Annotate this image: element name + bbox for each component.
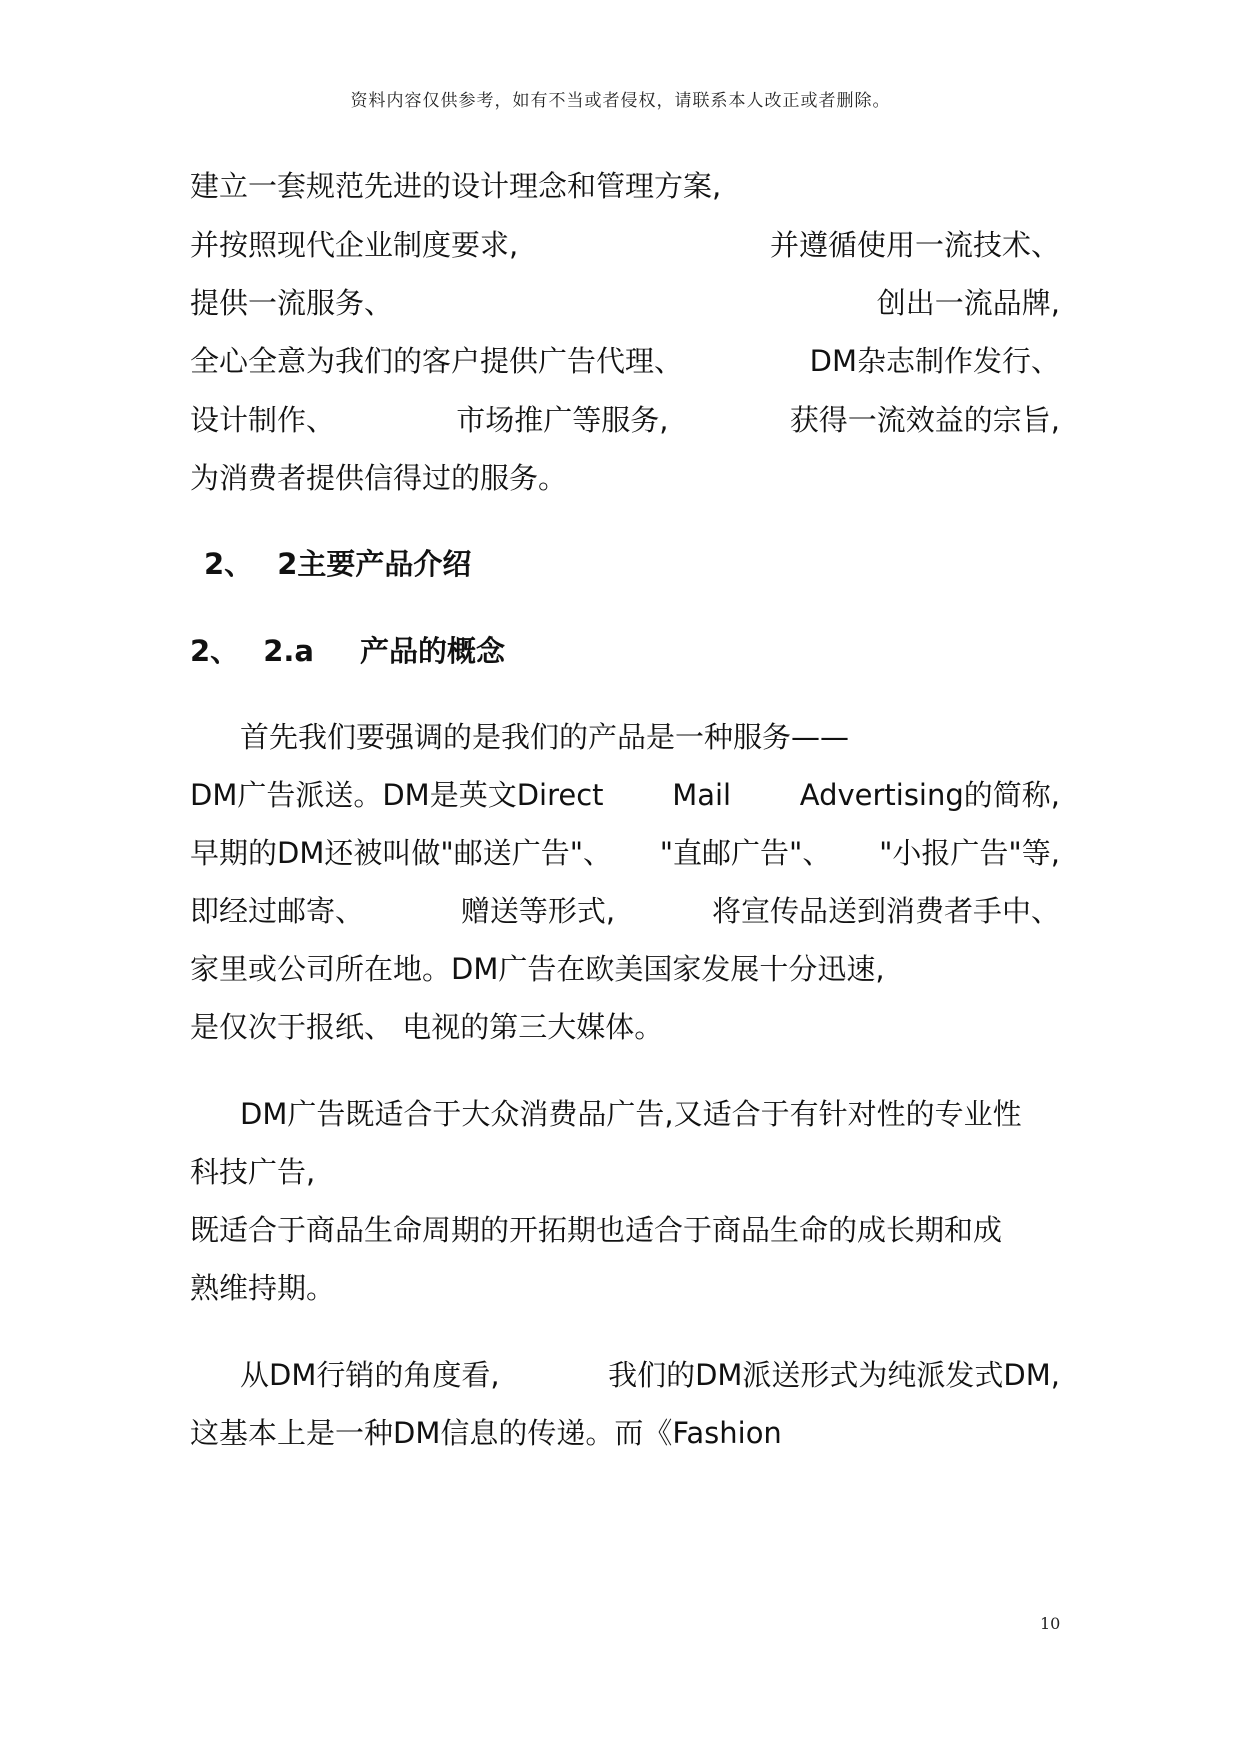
text-segment: Mail — [672, 778, 732, 812]
heading-number: 2、 — [190, 634, 240, 668]
body-line: 为消费者提供信得过的服务。 — [190, 461, 568, 495]
text-segment: 市场推广等服务, — [456, 403, 669, 437]
text-segment: 创出一流品牌, — [876, 286, 1060, 320]
text-segment: 早期的DM还被叫做"邮送广告"、 — [190, 836, 613, 870]
body-line: 熟维持期。 — [190, 1271, 336, 1305]
text-segment: 并遵循使用一流技术、 — [769, 228, 1060, 262]
body-line: DM广告既适合于大众消费品广告,又适合于有针对性的专业性 — [240, 1097, 1022, 1131]
body-line: 建立一套规范先进的设计理念和管理方案, — [190, 169, 722, 203]
page-number: 10 — [1040, 1614, 1061, 1633]
text-segment: 将宣传品送到消费者手中、 — [711, 894, 1060, 928]
text-segment: 并按照现代企业制度要求, — [190, 228, 519, 262]
text-segment: "直邮广告"、 — [659, 836, 832, 870]
body-line: 这基本上是一种DM信息的传递。而《Fashion — [190, 1416, 782, 1450]
copyright-notice: 资料内容仅供参考，如有不当或者侵权，请联系本人改正或者删除。 — [350, 91, 891, 111]
body-line: 是仅次于报纸、 电视的第三大媒体。 — [190, 1010, 664, 1044]
text-segment: Advertising的简称, — [799, 778, 1060, 812]
body-line — [190, 285, 1060, 321]
body-line — [190, 227, 1060, 263]
section-heading — [204, 546, 471, 582]
text-segment: 我们的DM派送形式为纯派发式DM, — [608, 1358, 1060, 1392]
text-segment: DM广告派送。DM是英文Direct — [190, 778, 604, 812]
text-segment: 提供一流服务、 — [190, 286, 394, 320]
heading-number: 2、 — [204, 547, 254, 581]
text-segment: 从DM行销的角度看, — [240, 1358, 500, 1392]
text-segment: 即经过邮寄、 — [190, 894, 365, 928]
body-line: 科技广告, — [190, 1155, 316, 1189]
text-segment: "小报广告"等, — [879, 836, 1060, 870]
heading-title: 产品的概念 — [359, 634, 505, 668]
text-segment: 全心全意为我们的客户提供广告代理、 — [190, 344, 684, 378]
text-segment: 设计制作、 — [190, 403, 336, 437]
body-line — [190, 1357, 1060, 1393]
body-line — [190, 402, 1060, 438]
heading-subnumber: 2.a — [263, 634, 314, 668]
subsection-heading — [190, 633, 505, 669]
body-line: 家里或公司所在地。DM广告在欧美国家发展十分迅速, — [190, 952, 885, 986]
text-segment: DM杂志制作发行、 — [809, 344, 1060, 378]
text-segment: 获得一流效益的宗旨, — [789, 403, 1060, 437]
text-segment: 赠送等形式, — [460, 894, 616, 928]
body-line — [190, 893, 1060, 929]
body-line — [190, 777, 1060, 813]
body-line: 既适合于商品生命周期的开拓期也适合于商品生命的成长期和成 — [190, 1213, 1003, 1247]
body-line — [190, 343, 1060, 379]
body-line: 首先我们要强调的是我们的产品是一种服务—— — [240, 720, 850, 754]
body-line — [190, 835, 1060, 871]
heading-title: 2主要产品介绍 — [277, 547, 472, 581]
